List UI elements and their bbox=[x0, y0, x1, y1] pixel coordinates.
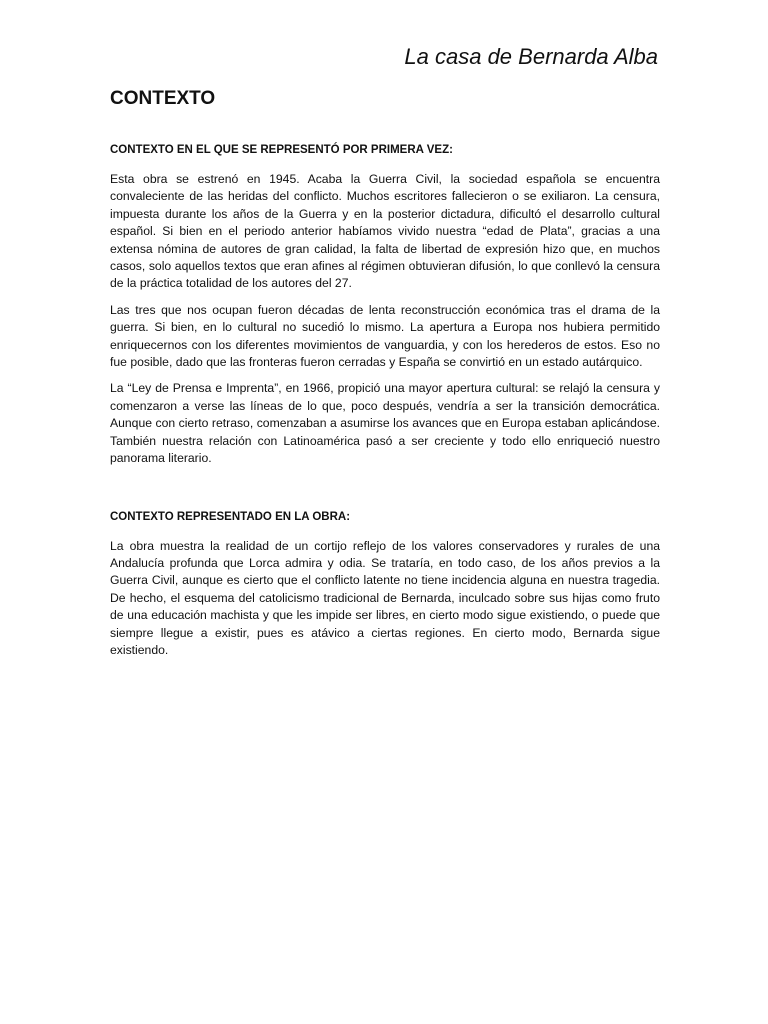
section-title: CONTEXTO bbox=[110, 88, 216, 109]
subheading-represented-context: CONTEXTO REPRESENTADO EN LA OBRA: bbox=[110, 510, 351, 523]
paragraph: La “Ley de Prensa e Imprenta”, en 1966, propició una mayor apertura cultural: se relajó la censura y comenzaron a verse las líneas de lo que, poco después, vendría a ser la transición democrática. Aunque con cierto retraso, comenzaban a asumirse los avances que en Europa estaban aplicándose. También nuestra relación con Latinoamérica pasó a ser creciente y todo ello enriqueció nuestro panorama literario. bbox=[110, 381, 660, 466]
subheading-first-performance: CONTEXTO EN EL QUE SE REPRESENTÓ POR PRIMERA VEZ: bbox=[110, 144, 453, 156]
paragraph: La obra muestra la realidad de un cortijo reflejo de los valores conservadores y rurales de una Andalucía profunda que Lorca admira y odia. Se trataría, en todo caso, de los años previos a la Guerra Civil, aunque es cierto que el conflicto latente no tiene incidencia alguna en nuestra tragedia. De hecho, el esquema del catolicismo tradicional de Bernarda, inculcado sobre sus hijas como fruto de una educación machista y que les impide ser libres, en cierto modo sigue existiendo, o puede que siempre llegue a existir, pues es atávico a ciertas regiones. En cierto modo, Bernarda sigue existiendo. bbox=[110, 538, 660, 657]
document-title: La casa de Bernarda Alba bbox=[404, 44, 658, 69]
paragraph: Las tres que nos ocupan fueron décadas de lenta reconstrucción económica tras el drama de la guerra. Si bien, en lo cultural no sucedió lo mismo. La apertura a Europa nos hubiera permitido enriquecernos con los diferentes movimientos de vanguardia, y con los herederos de estos. Eso no fue posible, dado que las fronteras fueron cerradas y España se convirtió en un estado autárquico. bbox=[110, 302, 660, 370]
paragraph: Esta obra se estrenó en 1945. Acaba la Guerra Civil, la sociedad española se encuentra convaleciente de las heridas del conflicto. Muchos escritores fallecieron o se exiliaron. La censura, impuesta durante los años de la Guerra y en la posterior dictadura, dificultó el desarrollo cultural español. Si bien en el periodo anterior habíamos vivido nuestra “edad de Plata”, gracias a una extensa nómina de autores de gran calidad, la falta de libertad de expresión hizo que, en muchos casos, solo aquellos textos que eran afines al régimen obtuvieran difusión, lo que conllevó la censura de la práctica totalidad de los autores del 27. bbox=[110, 172, 660, 291]
section-spacer bbox=[110, 477, 660, 509]
document-body bbox=[110, 142, 660, 668]
